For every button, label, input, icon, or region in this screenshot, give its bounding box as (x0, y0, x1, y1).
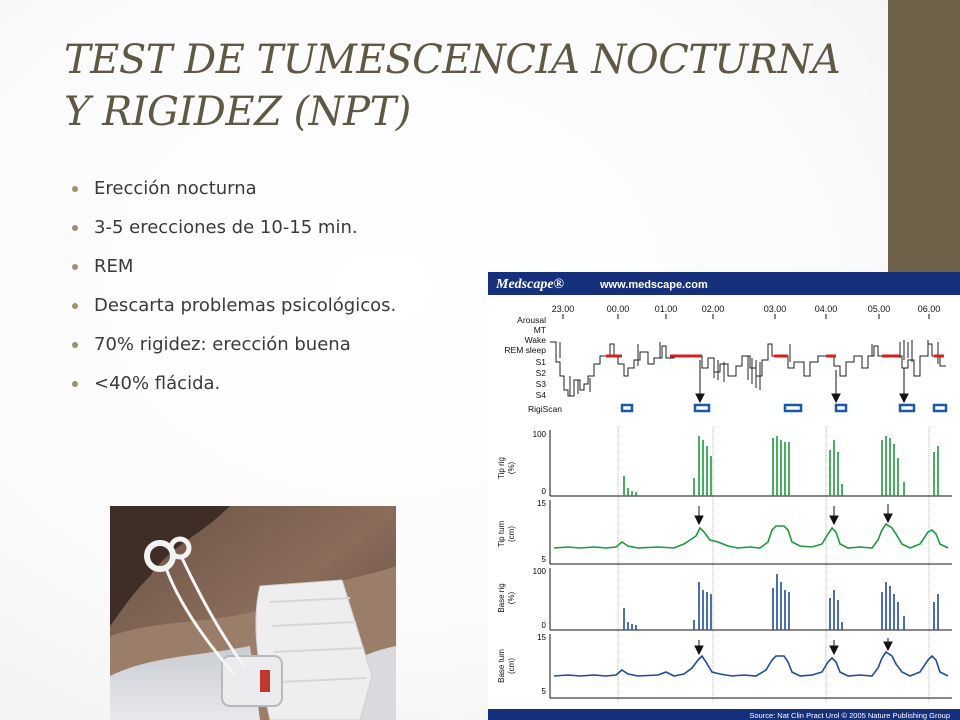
rigiscan-label: RigiScan (528, 404, 563, 414)
bullet-item (72, 254, 492, 280)
bullet-text: 70% rigidez: erección buena (94, 334, 351, 355)
stage-label: Arousal (517, 315, 546, 325)
bullet-dot (72, 342, 78, 348)
bullet-item (72, 176, 492, 202)
panel-unit: (%) (507, 461, 516, 475)
axis-tick: 5 (541, 555, 546, 564)
panel-label: Base tum (497, 649, 506, 683)
bullet-item (72, 215, 492, 241)
axis-tick: 15 (537, 633, 546, 642)
axis-tick: 0 (541, 487, 546, 496)
time-label: 04.00 (814, 304, 838, 314)
time-label: 05.00 (867, 304, 891, 314)
stage-label: REM sleep (504, 345, 546, 355)
stage-label: Wake (524, 335, 546, 345)
time-label: 01.00 (654, 304, 678, 314)
bullet-dot (72, 186, 78, 192)
stage-label: S4 (535, 390, 546, 400)
panel-unit: (cm) (507, 658, 516, 674)
bullet-item (72, 293, 492, 319)
figure-url: www.medscape.com (600, 279, 708, 291)
figure-source: Source: Nat Clin Pract Urol © 2005 Nature Publishing Group (749, 711, 950, 720)
bullet-text: Descarta problemas psicológicos. (94, 295, 397, 316)
rigiscan-device-photo (110, 506, 396, 720)
bullet-dot (72, 303, 78, 309)
time-label: 06.00 (917, 304, 941, 314)
time-label: 03.00 (763, 304, 787, 314)
stage-label: S2 (535, 368, 546, 378)
bullet-text: REM (94, 256, 134, 277)
slide-title: TEST DE TUMESCENCIA NOCTURNA Y RIGIDEZ (NPT) (64, 37, 841, 135)
panel-unit: (%) (507, 591, 516, 605)
bullet-dot (72, 225, 78, 231)
bullet-dot (72, 381, 78, 387)
bullet-text: Erección nocturna (94, 178, 257, 199)
npt-recording-figure (488, 272, 960, 720)
time-label: 23.00 (551, 304, 575, 314)
axis-tick: 5 (541, 687, 546, 696)
stage-label: S1 (535, 357, 546, 367)
panel-label: Tip rig (497, 457, 506, 479)
bullet-item (72, 332, 492, 358)
axis-tick: 0 (541, 621, 546, 630)
time-label: 00.00 (606, 304, 630, 314)
stage-label: S3 (535, 379, 546, 389)
axis-tick: 100 (532, 430, 546, 439)
bullet-dot (72, 264, 78, 270)
axis-tick: 100 (532, 567, 546, 576)
stage-label: MT (533, 325, 546, 335)
medscape-logo: Medscape® (496, 277, 564, 292)
panel-label: Tip tum (497, 520, 506, 548)
panel-label: Base rig (497, 583, 506, 613)
bullet-text: 3-5 erecciones de 10-15 min. (94, 217, 358, 238)
time-label: 02.00 (701, 304, 725, 314)
bullet-text: <40% flácida. (94, 373, 221, 394)
panel-unit: (cm) (507, 526, 516, 542)
bullet-list (72, 176, 492, 410)
axis-tick: 15 (537, 499, 546, 508)
bullet-item (72, 371, 492, 397)
